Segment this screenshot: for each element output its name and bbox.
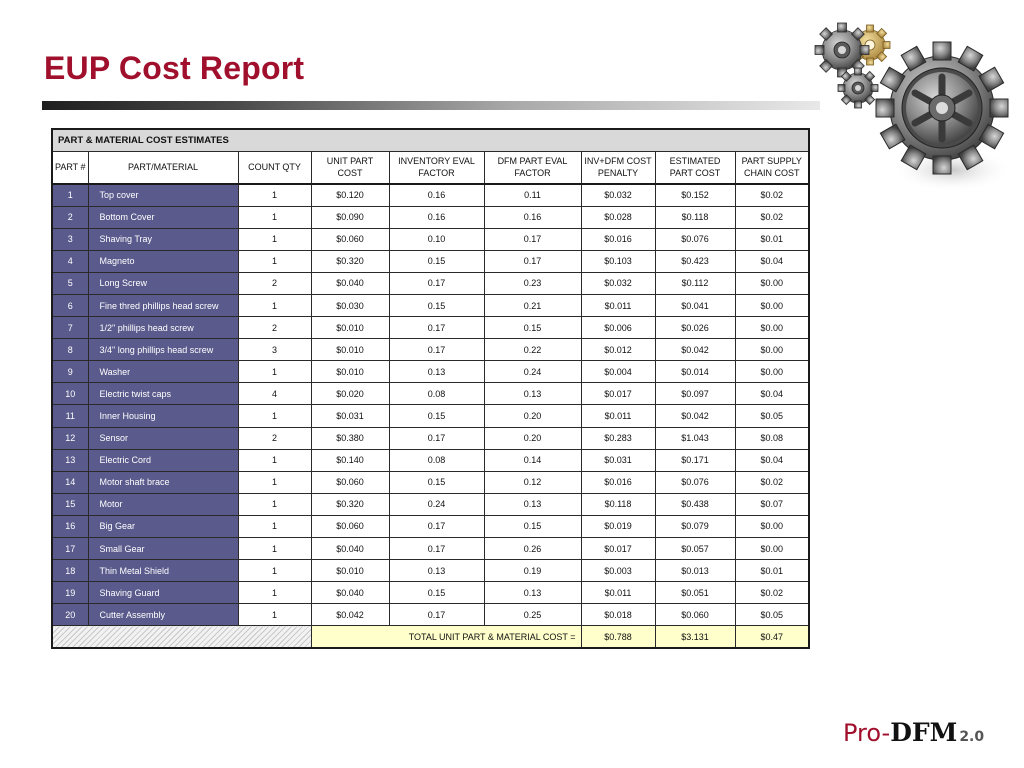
inv-dfm-cost-penalty-cell: $0.019	[581, 515, 655, 537]
inventory-eval-factor-cell: 0.15	[389, 250, 484, 272]
dfm-part-eval-factor-cell: 0.24	[484, 361, 581, 383]
table-row	[52, 339, 809, 361]
count-qty-cell: 1	[238, 471, 311, 493]
inventory-eval-factor-cell: 0.17	[389, 515, 484, 537]
inv-dfm-cost-penalty-cell: $0.012	[581, 339, 655, 361]
inventory-eval-factor-cell: 0.17	[389, 538, 484, 560]
pro-dfm-logo	[843, 718, 984, 747]
part-name-cell: 3/4" long phillips head screw	[88, 339, 238, 361]
part-name-cell: Long Screw	[88, 272, 238, 294]
part-number-cell: 11	[52, 405, 88, 427]
estimated-part-cost-cell: $0.041	[655, 294, 735, 316]
estimated-part-cost-cell: $0.076	[655, 471, 735, 493]
table-row	[52, 228, 809, 250]
inventory-eval-factor-cell: 0.16	[389, 184, 484, 206]
supply-chain-cost-cell: $0.02	[735, 206, 809, 228]
inventory-eval-factor-cell: 0.15	[389, 405, 484, 427]
supply-chain-cost-cell: $0.02	[735, 184, 809, 206]
estimated-part-cost-cell: $0.171	[655, 449, 735, 471]
part-name-cell: Electric Cord	[88, 449, 238, 471]
estimated-part-cost-cell: $0.118	[655, 206, 735, 228]
dfm-part-eval-factor-cell: 0.26	[484, 538, 581, 560]
dfm-part-eval-factor-cell: 0.17	[484, 228, 581, 250]
count-qty-cell: 2	[238, 427, 311, 449]
part-number-cell: 5	[52, 272, 88, 294]
column-header-part-supply-chain-cost: PART SUPPLY CHAIN COST	[735, 151, 809, 184]
part-number-cell: 19	[52, 582, 88, 604]
supply-chain-cost-cell: $0.02	[735, 582, 809, 604]
supply-chain-cost-cell: $0.07	[735, 493, 809, 515]
column-header-count-qty: COUNT QTY	[238, 151, 311, 184]
inv-dfm-cost-penalty-cell: $0.283	[581, 427, 655, 449]
inv-dfm-cost-penalty-cell: $0.011	[581, 294, 655, 316]
page-title: EUP Cost Report	[44, 50, 305, 86]
dfm-part-eval-factor-cell: 0.13	[484, 383, 581, 405]
unit-part-cost-cell: $0.120	[311, 184, 389, 206]
unit-part-cost-cell: $0.030	[311, 294, 389, 316]
part-number-cell: 7	[52, 317, 88, 339]
part-name-cell: Magneto	[88, 250, 238, 272]
unit-part-cost-cell: $0.060	[311, 228, 389, 250]
part-number-cell: 1	[52, 184, 88, 206]
table-row	[52, 250, 809, 272]
part-number-cell: 12	[52, 427, 88, 449]
total-hatch-filler	[52, 626, 311, 648]
dfm-part-eval-factor-cell: 0.14	[484, 449, 581, 471]
table-row	[52, 206, 809, 228]
table-row	[52, 405, 809, 427]
part-number-cell: 15	[52, 493, 88, 515]
inv-dfm-cost-penalty-cell: $0.118	[581, 493, 655, 515]
supply-chain-cost-cell: $0.00	[735, 361, 809, 383]
unit-part-cost-cell: $0.320	[311, 250, 389, 272]
supply-chain-cost-cell: $0.05	[735, 405, 809, 427]
dfm-part-eval-factor-cell: 0.23	[484, 272, 581, 294]
inv-dfm-cost-penalty-cell: $0.028	[581, 206, 655, 228]
count-qty-cell: 1	[238, 361, 311, 383]
dfm-part-eval-factor-cell: 0.13	[484, 582, 581, 604]
column-header-unit-part-cost: UNIT PART COST	[311, 151, 389, 184]
count-qty-cell: 3	[238, 339, 311, 361]
inventory-eval-factor-cell: 0.15	[389, 294, 484, 316]
count-qty-cell: 1	[238, 405, 311, 427]
dfm-part-eval-factor-cell: 0.25	[484, 604, 581, 626]
table-row	[52, 383, 809, 405]
inventory-eval-factor-cell: 0.13	[389, 361, 484, 383]
count-qty-cell: 1	[238, 250, 311, 272]
part-name-cell: Cutter Assembly	[88, 604, 238, 626]
part-number-cell: 18	[52, 560, 88, 582]
brand-dash: -	[881, 719, 891, 747]
cost-estimates-table	[51, 128, 810, 649]
inv-dfm-cost-penalty-cell: $0.018	[581, 604, 655, 626]
total-row	[52, 626, 809, 648]
supply-chain-cost-cell: $0.04	[735, 449, 809, 471]
table-row	[52, 449, 809, 471]
estimated-part-cost-cell: $0.079	[655, 515, 735, 537]
part-name-cell: Fine thred phillips head screw	[88, 294, 238, 316]
count-qty-cell: 2	[238, 317, 311, 339]
inventory-eval-factor-cell: 0.15	[389, 582, 484, 604]
count-qty-cell: 1	[238, 206, 311, 228]
table-row	[52, 515, 809, 537]
inventory-eval-factor-cell: 0.16	[389, 206, 484, 228]
count-qty-cell: 1	[238, 184, 311, 206]
unit-part-cost-cell: $0.090	[311, 206, 389, 228]
inventory-eval-factor-cell: 0.08	[389, 449, 484, 471]
part-name-cell: Top cover	[88, 184, 238, 206]
supply-chain-cost-cell: $0.00	[735, 317, 809, 339]
dfm-part-eval-factor-cell: 0.15	[484, 515, 581, 537]
part-name-cell: Motor shaft brace	[88, 471, 238, 493]
unit-part-cost-cell: $0.040	[311, 538, 389, 560]
inv-dfm-cost-penalty-cell: $0.011	[581, 582, 655, 604]
part-number-cell: 20	[52, 604, 88, 626]
supply-chain-cost-cell: $0.00	[735, 294, 809, 316]
brand-dfm: DFM	[890, 718, 958, 747]
inventory-eval-factor-cell: 0.15	[389, 471, 484, 493]
unit-part-cost-cell: $0.020	[311, 383, 389, 405]
supply-chain-cost-cell: $0.00	[735, 515, 809, 537]
count-qty-cell: 1	[238, 582, 311, 604]
dfm-part-eval-factor-cell: 0.21	[484, 294, 581, 316]
dfm-part-eval-factor-cell: 0.17	[484, 250, 581, 272]
inventory-eval-factor-cell: 0.17	[389, 272, 484, 294]
brand-pro: Pro	[843, 719, 882, 747]
inventory-eval-factor-cell: 0.24	[389, 493, 484, 515]
table-row	[52, 582, 809, 604]
part-number-cell: 6	[52, 294, 88, 316]
count-qty-cell: 1	[238, 449, 311, 471]
part-name-cell: 1/2" phillips head screw	[88, 317, 238, 339]
inventory-eval-factor-cell: 0.13	[389, 560, 484, 582]
part-number-cell: 9	[52, 361, 88, 383]
estimated-part-cost-cell: $0.097	[655, 383, 735, 405]
part-number-cell: 10	[52, 383, 88, 405]
part-name-cell: Shaving Guard	[88, 582, 238, 604]
header-row	[52, 151, 809, 184]
unit-part-cost-cell: $0.140	[311, 449, 389, 471]
total-penalty: $0.788	[581, 626, 655, 648]
table-row	[52, 560, 809, 582]
dfm-part-eval-factor-cell: 0.19	[484, 560, 581, 582]
total-estimated-cost: $3.131	[655, 626, 735, 648]
column-header-estimated-part-cost: ESTIMATED PART COST	[655, 151, 735, 184]
dfm-part-eval-factor-cell: 0.13	[484, 493, 581, 515]
part-name-cell: Thin Metal Shield	[88, 560, 238, 582]
part-number-cell: 8	[52, 339, 88, 361]
supply-chain-cost-cell: $0.01	[735, 560, 809, 582]
table-row	[52, 471, 809, 493]
part-name-cell: Washer	[88, 361, 238, 383]
inv-dfm-cost-penalty-cell: $0.017	[581, 383, 655, 405]
unit-part-cost-cell: $0.320	[311, 493, 389, 515]
table-row	[52, 317, 809, 339]
estimated-part-cost-cell: $0.057	[655, 538, 735, 560]
unit-part-cost-cell: $0.010	[311, 317, 389, 339]
title-divider	[42, 101, 820, 110]
supply-chain-cost-cell: $0.04	[735, 250, 809, 272]
total-label: TOTAL UNIT PART & MATERIAL COST =	[311, 626, 581, 648]
part-number-cell: 16	[52, 515, 88, 537]
inv-dfm-cost-penalty-cell: $0.103	[581, 250, 655, 272]
column-header-part-number: PART #	[52, 151, 88, 184]
part-number-cell: 13	[52, 449, 88, 471]
table-row	[52, 361, 809, 383]
dfm-part-eval-factor-cell: 0.15	[484, 317, 581, 339]
part-number-cell: 14	[52, 471, 88, 493]
inv-dfm-cost-penalty-cell: $0.006	[581, 317, 655, 339]
inventory-eval-factor-cell: 0.17	[389, 427, 484, 449]
inv-dfm-cost-penalty-cell: $0.032	[581, 184, 655, 206]
unit-part-cost-cell: $0.060	[311, 471, 389, 493]
estimated-part-cost-cell: $0.042	[655, 405, 735, 427]
dfm-part-eval-factor-cell: 0.12	[484, 471, 581, 493]
part-name-cell: Bottom Cover	[88, 206, 238, 228]
estimated-part-cost-cell: $0.112	[655, 272, 735, 294]
inventory-eval-factor-cell: 0.10	[389, 228, 484, 250]
inventory-eval-factor-cell: 0.08	[389, 383, 484, 405]
dfm-part-eval-factor-cell: 0.11	[484, 184, 581, 206]
part-number-cell: 4	[52, 250, 88, 272]
unit-part-cost-cell: $0.380	[311, 427, 389, 449]
count-qty-cell: 1	[238, 560, 311, 582]
estimated-part-cost-cell: $0.423	[655, 250, 735, 272]
unit-part-cost-cell: $0.042	[311, 604, 389, 626]
dfm-part-eval-factor-cell: 0.22	[484, 339, 581, 361]
count-qty-cell: 1	[238, 228, 311, 250]
inv-dfm-cost-penalty-cell: $0.017	[581, 538, 655, 560]
count-qty-cell: 2	[238, 272, 311, 294]
estimated-part-cost-cell: $0.076	[655, 228, 735, 250]
brand-version: 2.0	[959, 729, 985, 745]
unit-part-cost-cell: $0.040	[311, 582, 389, 604]
inventory-eval-factor-cell: 0.17	[389, 339, 484, 361]
inv-dfm-cost-penalty-cell: $0.004	[581, 361, 655, 383]
count-qty-cell: 1	[238, 294, 311, 316]
estimated-part-cost-cell: $0.026	[655, 317, 735, 339]
inv-dfm-cost-penalty-cell: $0.016	[581, 228, 655, 250]
count-qty-cell: 4	[238, 383, 311, 405]
inv-dfm-cost-penalty-cell: $0.016	[581, 471, 655, 493]
supply-chain-cost-cell: $0.02	[735, 471, 809, 493]
estimated-part-cost-cell: $0.013	[655, 560, 735, 582]
dfm-part-eval-factor-cell: 0.20	[484, 405, 581, 427]
part-number-cell: 17	[52, 538, 88, 560]
part-name-cell: Small Gear	[88, 538, 238, 560]
supply-chain-cost-cell: $0.05	[735, 604, 809, 626]
part-name-cell: Motor	[88, 493, 238, 515]
count-qty-cell: 1	[238, 515, 311, 537]
table-row	[52, 604, 809, 626]
table-row	[52, 294, 809, 316]
gears-icon	[812, 10, 1012, 200]
supply-chain-cost-cell: $0.08	[735, 427, 809, 449]
inv-dfm-cost-penalty-cell: $0.031	[581, 449, 655, 471]
supply-chain-cost-cell: $0.00	[735, 272, 809, 294]
count-qty-cell: 1	[238, 538, 311, 560]
supply-chain-cost-cell: $0.04	[735, 383, 809, 405]
part-name-cell: Big Gear	[88, 515, 238, 537]
part-number-cell: 2	[52, 206, 88, 228]
part-number-cell: 3	[52, 228, 88, 250]
supply-chain-cost-cell: $0.00	[735, 339, 809, 361]
part-name-cell: Sensor	[88, 427, 238, 449]
unit-part-cost-cell: $0.060	[311, 515, 389, 537]
dfm-part-eval-factor-cell: 0.16	[484, 206, 581, 228]
count-qty-cell: 1	[238, 493, 311, 515]
inventory-eval-factor-cell: 0.17	[389, 604, 484, 626]
estimated-part-cost-cell: $0.014	[655, 361, 735, 383]
estimated-part-cost-cell: $0.042	[655, 339, 735, 361]
table-row	[52, 427, 809, 449]
unit-part-cost-cell: $0.040	[311, 272, 389, 294]
supply-chain-cost-cell: $0.00	[735, 538, 809, 560]
table-row	[52, 184, 809, 206]
part-name-cell: Shaving Tray	[88, 228, 238, 250]
estimated-part-cost-cell: $0.051	[655, 582, 735, 604]
dfm-part-eval-factor-cell: 0.20	[484, 427, 581, 449]
estimated-part-cost-cell: $1.043	[655, 427, 735, 449]
table-row	[52, 272, 809, 294]
column-header-part-material: PART/MATERIAL	[88, 151, 238, 184]
column-header-dfm-part-eval-factor: DFM PART EVAL FACTOR	[484, 151, 581, 184]
table-row	[52, 538, 809, 560]
count-qty-cell: 1	[238, 604, 311, 626]
estimated-part-cost-cell: $0.438	[655, 493, 735, 515]
section-title: PART & MATERIAL COST ESTIMATES	[52, 129, 809, 151]
inv-dfm-cost-penalty-cell: $0.003	[581, 560, 655, 582]
supply-chain-cost-cell: $0.01	[735, 228, 809, 250]
column-header-inv-dfm-cost-penalty: INV+DFM COST PENALTY	[581, 151, 655, 184]
column-header-inventory-eval-factor: INVENTORY EVAL FACTOR	[389, 151, 484, 184]
unit-part-cost-cell: $0.010	[311, 560, 389, 582]
estimated-part-cost-cell: $0.060	[655, 604, 735, 626]
inv-dfm-cost-penalty-cell: $0.032	[581, 272, 655, 294]
unit-part-cost-cell: $0.010	[311, 339, 389, 361]
part-name-cell: Inner Housing	[88, 405, 238, 427]
total-supply-chain-cost: $0.47	[735, 626, 809, 648]
inventory-eval-factor-cell: 0.17	[389, 317, 484, 339]
part-name-cell: Electric twist caps	[88, 383, 238, 405]
unit-part-cost-cell: $0.010	[311, 361, 389, 383]
table-row	[52, 493, 809, 515]
estimated-part-cost-cell: $0.152	[655, 184, 735, 206]
unit-part-cost-cell: $0.031	[311, 405, 389, 427]
inv-dfm-cost-penalty-cell: $0.011	[581, 405, 655, 427]
